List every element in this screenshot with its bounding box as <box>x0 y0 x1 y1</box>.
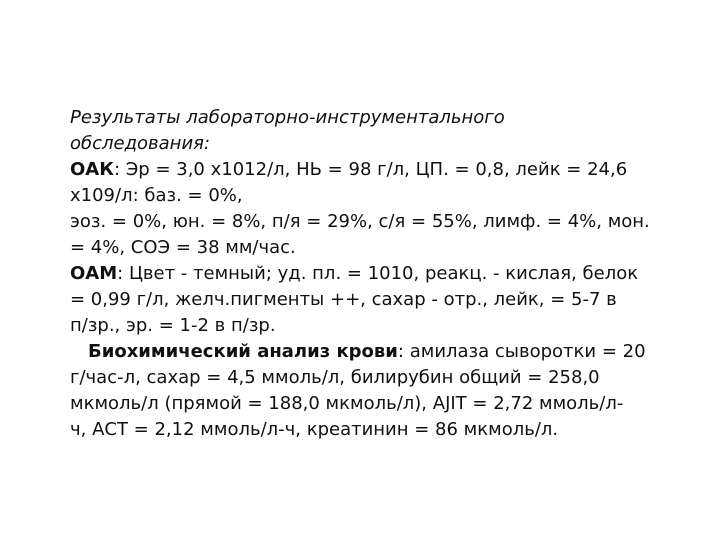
oak-line-4: = 4%, СОЭ = 38 мм/час. <box>70 237 296 258</box>
biochem-line-2: г/час-л, сахар = 4,5 ммоль/л, билирубин общий = 258,0 <box>70 367 600 388</box>
heading-line-2: обследования: <box>70 133 211 154</box>
oak-line-1-text: : Эр = 3,0 х1012/л, НЬ = 98 г/л, ЦП. = 0,8, лейк = 24,6 <box>113 159 628 180</box>
oam-label: ОАМ <box>70 263 118 284</box>
oak-line-3: эоз. = 0%, юн. = 8%, п/я = 29%, с/я = 55%, лимф. = 4%, мон. <box>70 211 650 232</box>
oak-line-1 <box>70 157 670 183</box>
biochem-label: Биохимический анализ крови <box>88 341 398 362</box>
oak-label: ОАК <box>70 159 114 180</box>
oam-line-2: = 0,99 г/л, желч.пигменты ++, сахар - отр., лейк, = 5-7 в <box>70 289 617 310</box>
heading-line-1: Результаты лабораторно-инструментального <box>70 107 505 128</box>
oam-line-1 <box>70 261 670 287</box>
biochem-line-1-text: : амилаза сыворотки = 20 <box>397 341 646 362</box>
biochem-line-1 <box>70 339 670 365</box>
oam-line-1-text: : Цвет - темный; уд. пл. = 1010, реакц. - кислая, белок <box>117 263 639 284</box>
oam-line-3: п/зр., эр. = 1-2 в п/зр. <box>70 315 276 336</box>
biochem-line-4: ч, АСТ = 2,12 ммоль/л-ч, креатинин = 86 мкмоль/л. <box>70 419 559 440</box>
oak-line-2: х109/л: баз. = 0%, <box>70 185 243 206</box>
results-text-block <box>70 105 670 443</box>
biochem-line-3: мкмоль/л (прямой = 188,0 мкмоль/л), AJIT = 2,72 ммоль/л- <box>70 393 624 414</box>
